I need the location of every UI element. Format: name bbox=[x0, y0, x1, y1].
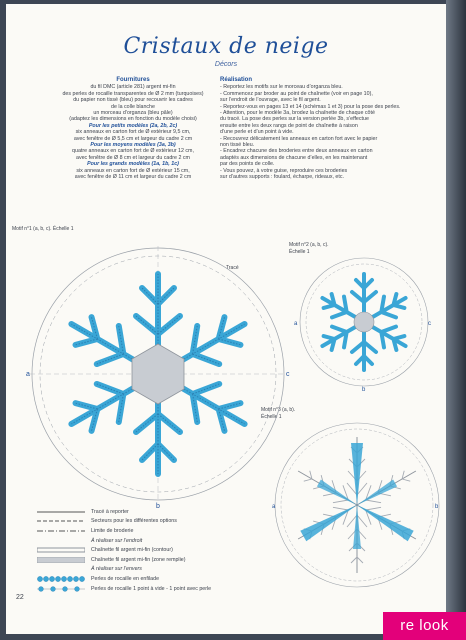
motif-2-diagram bbox=[294, 252, 434, 392]
realisation-line: - Attention, pour le modèle 3a, brodez la chaînette de chaque côté bbox=[220, 110, 375, 117]
trace-label: Tracé bbox=[226, 265, 239, 271]
legend bbox=[36, 507, 266, 593]
legend-item bbox=[36, 526, 266, 536]
realisation-line: - Commencez par broder au point de chaînette (voir en page 10), bbox=[220, 90, 373, 97]
fournitures-heading: Fournitures bbox=[116, 77, 150, 83]
motif-1-label: Motif n°1 (a, b, c). Échelle 1 bbox=[12, 226, 74, 232]
letter-b: b bbox=[156, 503, 160, 510]
page-number: 22 bbox=[16, 594, 24, 601]
group-line: six anneaux en carton fort de Ø extérieur 15 cm, bbox=[76, 167, 190, 174]
legend-item bbox=[36, 584, 266, 594]
group-line: six anneaux en carton fort de Ø extérieur 9,5 cm, bbox=[75, 129, 191, 136]
realisation-line: - Reportez les motifs sur le morceau d’organza bleu. bbox=[220, 84, 343, 91]
realisation-line: d’une perle et d’un point à vide. bbox=[220, 129, 294, 136]
center-hexagon bbox=[132, 344, 184, 404]
fournitures-line: des perles de rocaille transparentes de Ø 2 mm (turquoises) bbox=[62, 90, 204, 97]
legend-text: Tracé à reporter bbox=[91, 508, 129, 515]
letter-c: c bbox=[286, 371, 290, 378]
solid-line-icon bbox=[36, 508, 86, 516]
legend-text: Perles de rocaille en enfilade bbox=[91, 575, 160, 582]
legend-text: Chaînette fil argent mi-fin (zone remplie) bbox=[91, 556, 186, 563]
dashed-line-icon bbox=[36, 517, 86, 525]
center-disc bbox=[354, 312, 374, 332]
realisation-line: sur l’endroit de l’ouvrage, avec le fil argent. bbox=[220, 97, 321, 104]
legend-text: Secteurs pour les différentes options bbox=[91, 518, 177, 525]
realisation-line: adaptés aux dimensions de chacune d’elles, en les maintenant bbox=[220, 154, 368, 161]
fournitures-section bbox=[40, 77, 226, 181]
letter-a: a bbox=[272, 504, 276, 510]
motif-1-diagram bbox=[20, 236, 296, 512]
group-line: avec fenêtre de Ø 8 cm et largeur du cadre 2 cm bbox=[76, 154, 190, 161]
motif-2-label: Motif n°2 (a, b, c). bbox=[289, 242, 329, 248]
fournitures-line: un morceau d’organza (bleu pâle) bbox=[93, 110, 173, 117]
legend-item bbox=[36, 517, 266, 527]
legend-item bbox=[36, 565, 266, 575]
group-line: quatre anneaux en carton fort de Ø extérieur 12 cm, bbox=[72, 148, 194, 155]
page-edge-shadow bbox=[446, 0, 466, 640]
bead-chain-icon bbox=[36, 575, 86, 583]
letter-b: b bbox=[362, 387, 366, 392]
legend-text: Perles de rocaille 1 point à vide - 1 point avec perle bbox=[91, 585, 212, 592]
realisation-line: ensuite entre les deux rangs de point de chaînette à raison bbox=[220, 122, 358, 129]
group-line: avec fenêtre de Ø 5,5 cm et largeur du cadre 2 cm bbox=[73, 135, 193, 142]
motif-3-diagram bbox=[270, 418, 444, 592]
legend-item bbox=[36, 545, 266, 555]
realisation-line: - Encadrez chacune des broderies entre deux anneaux en carton bbox=[220, 148, 373, 155]
page-subtitle: Décors bbox=[214, 61, 238, 68]
motif-3-scale: Échelle 1 bbox=[261, 414, 282, 420]
legend-text: À réaliser sur l’envers bbox=[91, 566, 142, 573]
legend-text: Limite de broderie bbox=[91, 527, 134, 534]
motif-3-snowflake bbox=[293, 437, 421, 573]
realisation-line: non tissé bleu. bbox=[220, 142, 255, 149]
motif-3-label: Motif n°3 (a, b). bbox=[261, 407, 296, 413]
fournitures-line: du papier non tissé (bleu) pour recouvrir les cadres bbox=[73, 97, 193, 104]
dash-dot-line-icon bbox=[36, 527, 86, 535]
realisation-line: sur d’autres supports : foulard, écharpe, rideaux, etc. bbox=[220, 174, 344, 181]
bead-spaced-icon bbox=[36, 585, 86, 593]
chain-line-icon bbox=[36, 546, 86, 554]
motif-2-snowflake bbox=[316, 274, 411, 370]
page-title: Cristaux de neige bbox=[123, 34, 329, 59]
group-title: Pour les petits modèles (2a, 2b, 2c) bbox=[88, 122, 178, 129]
motif-2-scale: Échelle 1 bbox=[289, 249, 310, 255]
watermark-badge: re look bbox=[383, 612, 466, 640]
fournitures-line: (adaptez les dimensions en fonction du modèle choisi) bbox=[69, 116, 197, 123]
legend-item bbox=[36, 536, 266, 546]
legend-item bbox=[36, 507, 266, 517]
legend-item bbox=[36, 574, 266, 584]
legend-text: À réaliser sur l’endroit bbox=[91, 537, 143, 544]
realisation-line: par des points de colle. bbox=[220, 161, 275, 168]
fournitures-line: de la colle blanche bbox=[111, 103, 155, 110]
group-title: Pour les grands modèles (1a, 1b, 1c) bbox=[87, 161, 179, 168]
grey-fill-icon bbox=[36, 556, 86, 564]
letter-c: c bbox=[428, 321, 431, 327]
legend-text: Chaînette fil argent mi-fin (contour) bbox=[91, 547, 173, 554]
letter-a: a bbox=[294, 321, 298, 327]
realisation-section bbox=[220, 77, 442, 181]
realisation-line: - Vous pouvez, à votre guise, reproduire ces broderies bbox=[220, 167, 348, 174]
group-line: avec fenêtre de Ø 11 cm et largeur du cadre 2 cm bbox=[74, 174, 192, 181]
realisation-line: du tracé. La pose des perles sur la version perlée 3b, s’effectue bbox=[220, 116, 369, 123]
beaded-arms bbox=[300, 443, 413, 549]
letter-a: a bbox=[26, 371, 30, 378]
fournitures-line: du fil DMC (article 281) argent mi-fin bbox=[90, 84, 176, 91]
magazine-page bbox=[6, 4, 446, 634]
realisation-heading: Réalisation bbox=[220, 77, 253, 83]
realisation-line: - Reportez-vous en pages 13 et 14 (schémas 1 et 3) pour la pose des perles. bbox=[220, 103, 401, 110]
letter-b: b bbox=[435, 504, 439, 510]
legend-item bbox=[36, 555, 266, 565]
realisation-line: - Recouvrez délicatement les anneaux en carton fort avec le papier bbox=[220, 135, 378, 142]
group-title: Pour les moyens modèles (3a, 3b) bbox=[90, 142, 176, 149]
